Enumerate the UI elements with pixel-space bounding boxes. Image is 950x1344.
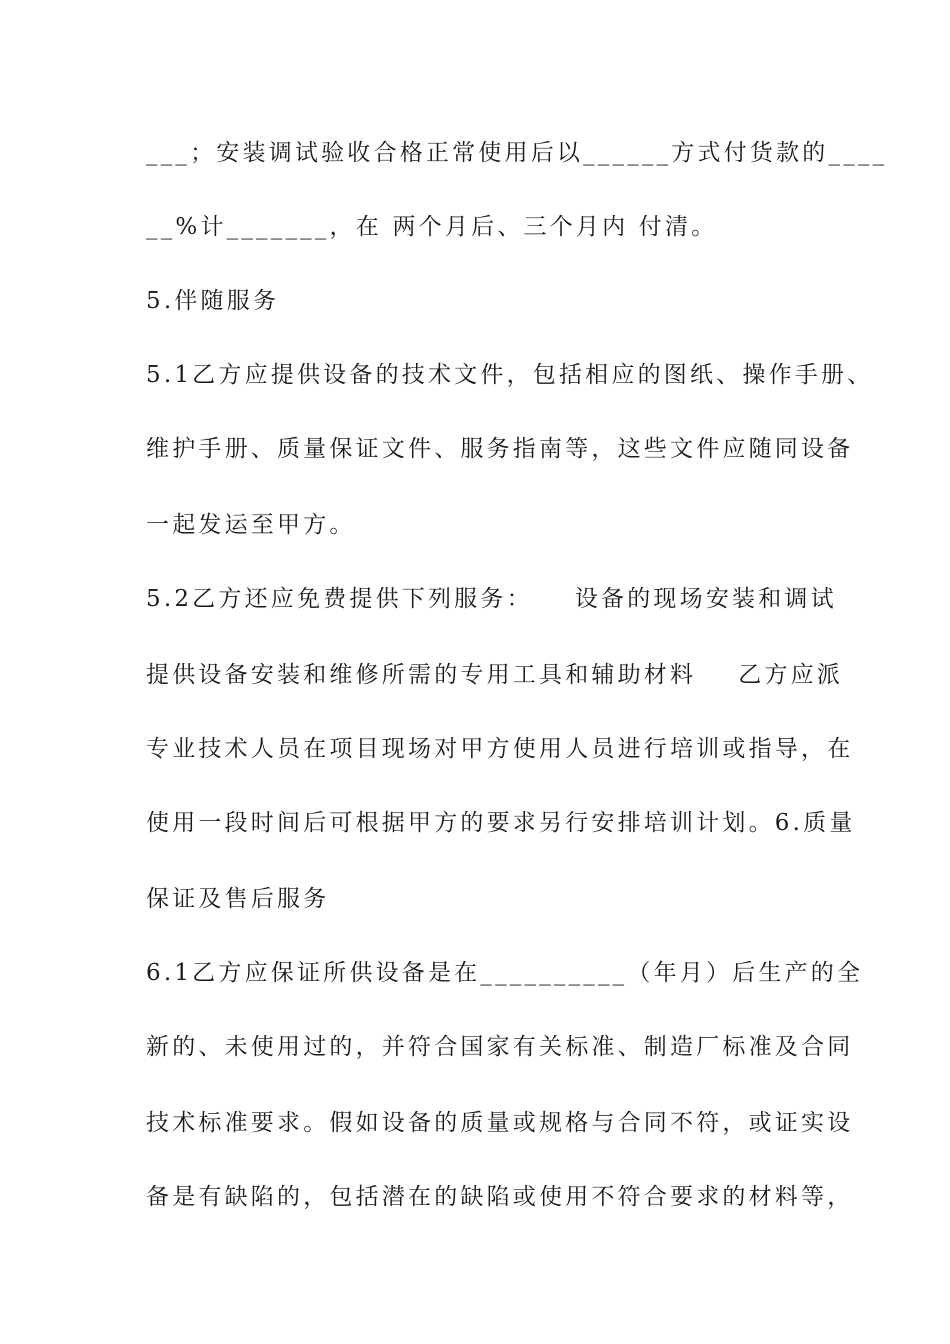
- text-line-1: ___；安装调试验收合格正常使用后以______方式付货款的____: [146, 140, 888, 166]
- text-line-8: 提供设备安装和维修所需的专用工具和辅助材料 乙方应派: [146, 662, 844, 688]
- text-line-4: 5.1乙方应提供设备的技术文件，包括相应的图纸、操作手册、: [146, 362, 874, 388]
- text-line-5: 维护手册、质量保证文件、服务指南等，这些文件应随同设备: [146, 436, 854, 462]
- text-line-7: 5.2乙方还应免费提供下列服务： 设备的现场安装和调试: [146, 586, 837, 612]
- text-line-10: 使用一段时间后可根据甲方的要求另行安排培训计划。6.质量: [146, 810, 856, 836]
- text-line-15: 备是有缺陷的，包括潜在的缺陷或使用不符合要求的材料等，: [146, 1184, 854, 1210]
- text-line-6: 一起发运至甲方。: [146, 512, 356, 538]
- text-line-9: 专业技术人员在项目现场对甲方使用人员进行培训或指导，在: [146, 736, 854, 762]
- text-line-12: 6.1乙方应保证所供设备是在__________（年月）后生产的全: [146, 960, 864, 986]
- text-line-2: __%计_______，在 两个月后、三个月内 付清。: [146, 214, 718, 240]
- text-line-13: 新的、未使用过的，并符合国家有关标准、制造厂标准及合同: [146, 1034, 854, 1060]
- text-line-14: 技术标准要求。假如设备的质量或规格与合同不符，或证实设: [146, 1110, 854, 1136]
- text-line-11: 保证及售后服务: [146, 886, 330, 912]
- section-heading-5: 5.伴随服务: [146, 288, 280, 314]
